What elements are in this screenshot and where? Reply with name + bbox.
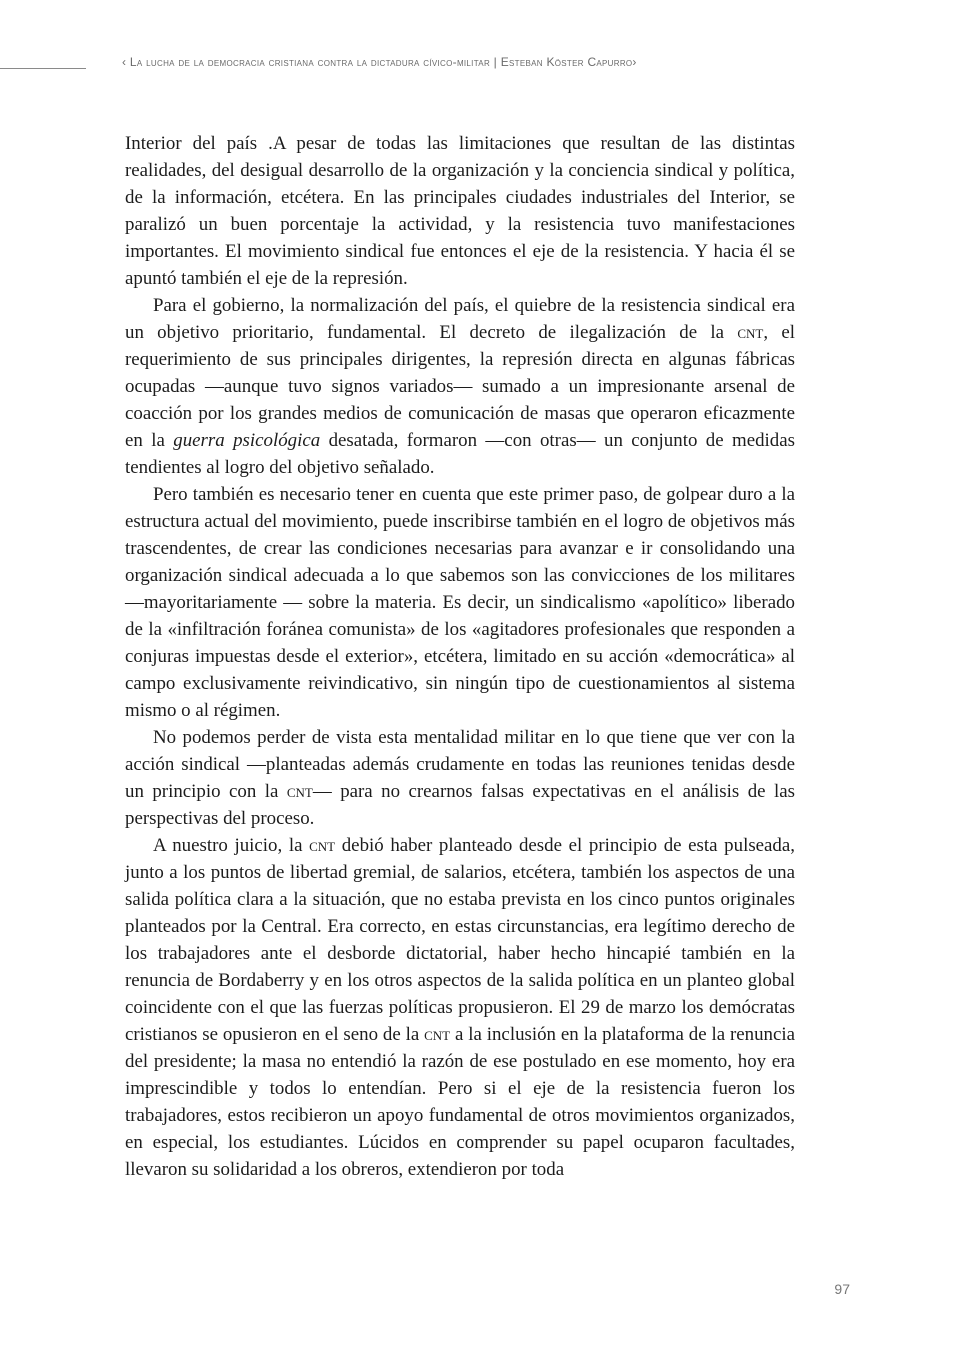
acronym-cnt: cnt	[309, 835, 336, 856]
paragraph: Para el gobierno, la normalización del país, el quiebre de la resistencia sindical era un objetivo prioritario, fundamental. El decreto de ilegalización de la cnt, el requerimiento de sus principales dirigentes, la represión directa en algunas fábricas ocupadas —aunque tuvo signos variados— sumado a un impresionante arsenal de coacción por los grandes medios de comunicación de masas que operaron eficazmente en la guerra psicológica desatada, formaron —con otras— un conjunto de medidas tendientes al logro del objetivo señalado.	[125, 295, 795, 478]
header-rule	[0, 68, 86, 69]
page-number: 97	[834, 1281, 850, 1297]
running-header: ‹ La lucha de la democracia cristiana contra la dictadura cívico-militar | Esteban Köster Capurro›	[122, 55, 637, 69]
body-text	[125, 130, 795, 1183]
paragraph: No podemos perder de vista esta mentalidad militar en lo que tiene que ver con la acción sindical —planteadas además crudamente en todas las reuniones tenidas desde un principio con la cnt— para no crearnos falsas expectativas en el análisis de las perspectivas del proceso.	[125, 727, 795, 829]
acronym-cnt: cnt	[737, 322, 764, 343]
paragraph: Interior del país .A pesar de todas las limitaciones que resultan de las distintas realidades, del desigual desarrollo de la organización y la conciencia sindical y política, de la información, etcétera. En las principales ciudades industriales del Interior, se paralizó un buen porcentaje la actividad, y la resistencia tuvo manifestaciones importantes. El movimiento sindical fue entonces el eje de la resistencia. Y hacia él se apuntó también el eje de la represión.	[125, 133, 795, 289]
paragraph: A nuestro juicio, la cnt debió haber planteado desde el principio de esta pulseada, junto a los puntos de libertad gremial, de salarios, etcétera, también los aspectos de una salida política clara a la situación, que no estaba prevista en los cinco puntos originales planteados por la Central. Era correcto, en estas circunstancias, era legítimo derecho de los trabajadores ante el desborde dictatorial, haber hecho hincapié también en la renuncia de Bordaberry y en los otros aspectos de la salida política en un planteo global coincidente con el que las fuerzas políticas propusieron. El 29 de marzo los demócratas cristianos se opusieron en el seno de la cnt a la inclusión en la plataforma de la renuncia del presidente; la masa no entendió la razón de ese postulado en ese momento, hoy era imprescindible y todos lo entendían. Pero si el eje de la resistencia fueron los trabajadores, estos recibieron un apoyo fundamental de otros movimientos organizados, en especial, los estudiantes. Lúcidos en comprender su papel ocuparon facultades, llevaron su solidaridad a los obreros, extendieron por toda	[125, 835, 795, 1180]
paragraph: Pero también es necesario tener en cuenta que este primer paso, de golpear duro a la estructura actual del movimiento, puede inscribirse también en el logro de objetivos más trascendentes, de crear las condiciones necesarias para avanzar e ir consolidando una organización sindical adecuada a lo que sabemos son las convicciones de los militares —mayoritariamente — sobre la materia. Es decir, un sindicalismo «apolítico» liberado de la «infiltración foránea comunista» de los «agitadores profesionales que responden a conjuras impuestas desde el exterior», etcétera, limitado en su acción «democrática» al campo exclusivamente reivindicativo, sin ningún tipo de cuestionamientos al sistema mismo o al régimen.	[125, 484, 795, 721]
acronym-cnt: cnt	[286, 781, 313, 802]
acronym-cnt: cnt	[424, 1024, 451, 1045]
emphasis: guerra psicológica	[173, 430, 321, 451]
